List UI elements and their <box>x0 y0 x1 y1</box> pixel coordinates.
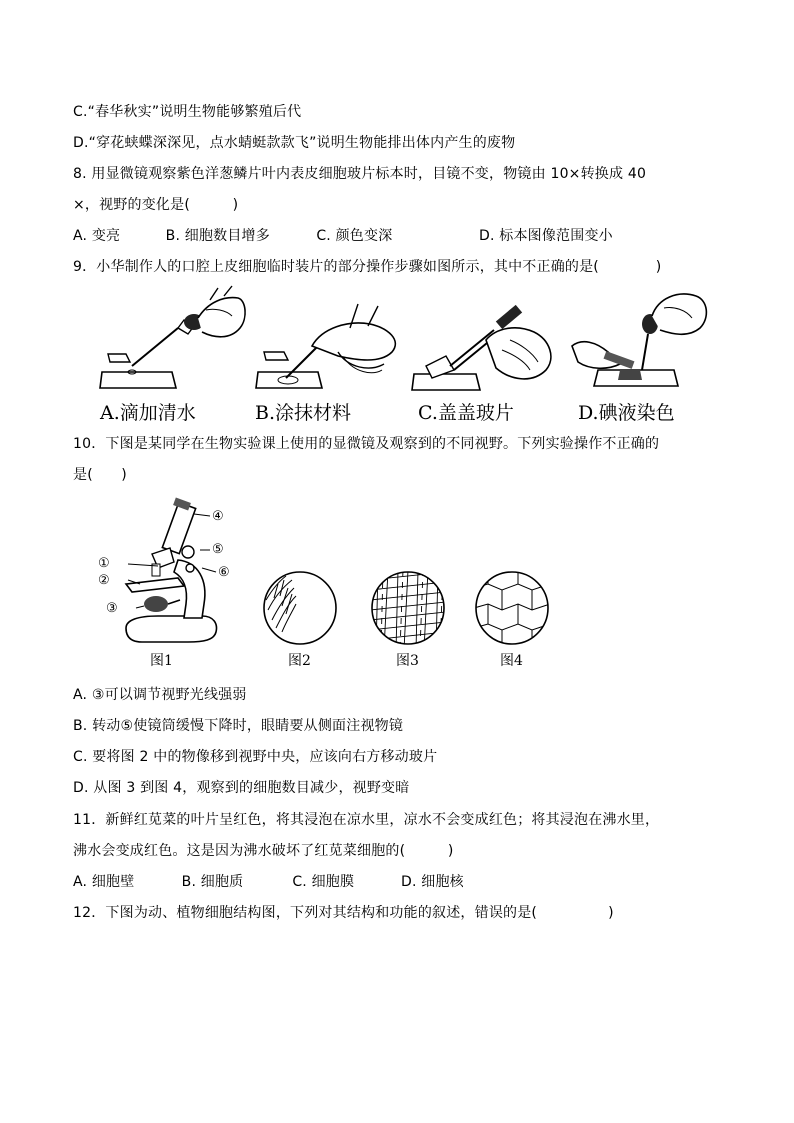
q10-stem-line2: 是( ) <box>73 467 127 483</box>
label-4: ④ <box>212 509 224 524</box>
q12-stem: 12．下图为动、植物细胞结构图，下列对其结构和功能的叙述，错误的是( ) <box>73 905 614 921</box>
q11-stem-line1: 11．新鲜红苋菜的叶片呈红色，将其浸泡在凉水里，凉水不会变成红色；将其浸泡在沸水里， <box>73 812 660 828</box>
label-1: ① <box>98 556 110 571</box>
q11-options <box>73 872 464 892</box>
q9-figure-b-smearing-material <box>252 298 407 394</box>
q11-option-c: C. 细胞膜 <box>292 874 355 890</box>
q9-figure-d-iodine-staining <box>568 290 713 394</box>
figure-2-caption: 图2 <box>288 653 311 669</box>
q8-stem-line1: 8. 用显微镜观察紫色洋葱鳞片叶内表皮细胞玻片标本时，目镜不变，物镜由 10×转换成 40 <box>73 166 647 182</box>
q9-figure-a-dropping-water <box>98 288 248 396</box>
q11-option-a: A. 细胞壁 <box>73 874 135 890</box>
q10-option-a: A. ③可以调节视野光线强弱 <box>73 687 247 703</box>
label-5: ⑤ <box>212 542 224 557</box>
q9-stem: 9．小华制作人的口腔上皮细胞临时装片的部分操作步骤如图所示，其中不正确的是( ) <box>73 259 662 275</box>
q8-options <box>73 226 613 246</box>
q7-option-c: C.“春华秋实”说明生物能够繁殖后代 <box>73 104 302 120</box>
q7-option-d: D.“穿花蛱蝶深深见，点水蜻蜓款款飞”说明生物能排出体内产生的废物 <box>73 135 516 151</box>
label-6: ⑥ <box>218 565 230 580</box>
q9-caption-b: B.涂抹材料 <box>255 402 352 424</box>
figure-2-field-of-view <box>262 570 338 646</box>
q9-caption-a: A.滴加清水 <box>100 402 196 424</box>
q11-option-d: D. 细胞核 <box>400 874 464 890</box>
q10-option-c: C. 要将图 2 中的物像移到视野中央，应该向右方移动玻片 <box>73 749 438 765</box>
q9-caption-c: C.盖盖玻片 <box>418 402 514 424</box>
q10-option-b: B. 转动⑤使镜筒缓慢下降时，眼睛要从侧面注视物镜 <box>73 718 404 734</box>
q9-figure-c-placing-cover-slip <box>410 300 560 396</box>
q11-stem-line2: 沸水会变成红色。这是因为沸水破坏了红苋菜细胞的( ) <box>73 843 454 859</box>
q10-stem-line1: 10．下图是某同学在生物实验课上使用的显微镜及观察到的不同视野。下列实验操作不正确的 <box>73 436 660 452</box>
label-leader-lines <box>110 510 220 610</box>
q8-option-d: D. 标本图像范围变小 <box>478 228 613 244</box>
label-3: ③ <box>106 601 118 616</box>
q8-option-a: A. 变亮 <box>73 228 121 244</box>
q10-option-d: D. 从图 3 到图 4，观察到的细胞数目减少，视野变暗 <box>73 780 410 796</box>
figure-4-field-of-view <box>474 570 550 646</box>
figure-4-caption: 图4 <box>500 653 523 669</box>
q9-caption-d: D.碘液染色 <box>578 402 675 424</box>
q8-stem-line2: ×，视野的变化是( ) <box>73 197 239 213</box>
label-2: ② <box>98 573 110 588</box>
q8-option-b: B. 细胞数目增多 <box>165 228 270 244</box>
q11-option-b: B. 细胞质 <box>181 874 244 890</box>
q8-option-c: C. 颜色变深 <box>316 228 393 244</box>
figure-3-caption: 图3 <box>396 653 419 669</box>
figure-3-field-of-view <box>370 570 446 646</box>
figure-1-caption: 图1 <box>150 653 173 669</box>
